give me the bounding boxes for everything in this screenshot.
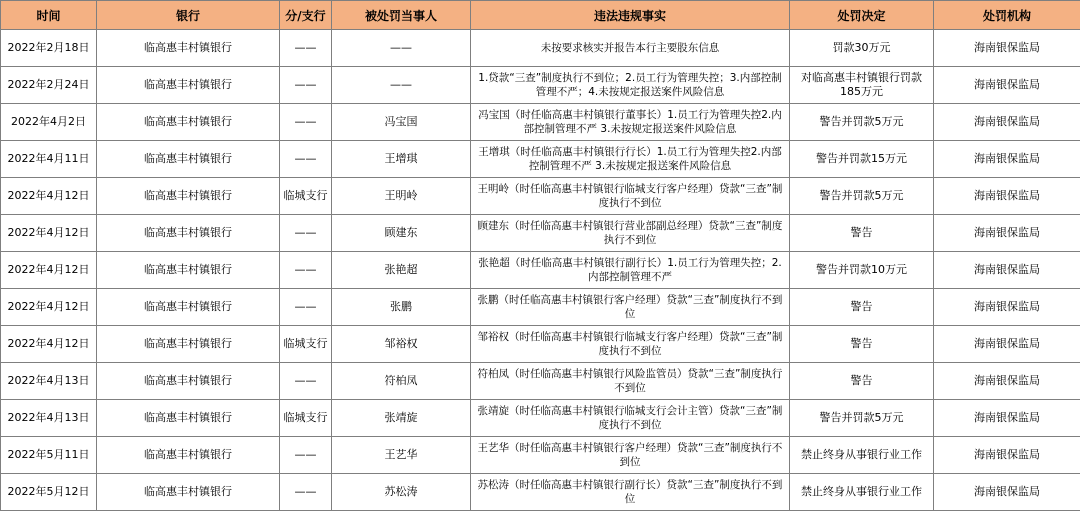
decision-cell: 警告 bbox=[790, 363, 934, 400]
bank-cell: 临高惠丰村镇银行 bbox=[97, 289, 280, 326]
bank-cell: 临高惠丰村镇银行 bbox=[97, 363, 280, 400]
authority-cell: 海南银保监局 bbox=[934, 178, 1080, 215]
branch-cell: —— bbox=[280, 289, 332, 326]
branch-cell: 临城支行 bbox=[280, 326, 332, 363]
authority-cell: 海南银保监局 bbox=[934, 215, 1080, 252]
branch-cell: —— bbox=[280, 474, 332, 511]
col-header-party: 被处罚当事人 bbox=[332, 1, 471, 30]
bank-cell: 临高惠丰村镇银行 bbox=[97, 30, 280, 67]
date-cell: 2022年4月12日 bbox=[1, 178, 97, 215]
decision-cell: 警告 bbox=[790, 326, 934, 363]
table-row bbox=[1, 363, 1080, 400]
decision-cell: 警告并罚款5万元 bbox=[790, 178, 934, 215]
facts-cell: 未按要求核实并报告本行主要股东信息 bbox=[471, 30, 790, 67]
facts-cell: 张鹏（时任临高惠丰村镇银行客户经理）贷款“三查”制度执行不到位 bbox=[471, 289, 790, 326]
decision-cell: 警告 bbox=[790, 289, 934, 326]
decision-cell: 禁止终身从事银行业工作 bbox=[790, 437, 934, 474]
col-header-branch: 分/支行 bbox=[280, 1, 332, 30]
table-row bbox=[1, 474, 1080, 511]
date-cell: 2022年2月18日 bbox=[1, 30, 97, 67]
party-cell: 王艺华 bbox=[332, 437, 471, 474]
table-row bbox=[1, 326, 1080, 363]
date-cell: 2022年5月11日 bbox=[1, 437, 97, 474]
col-header-bank: 银行 bbox=[97, 1, 280, 30]
facts-cell: 顾建东（时任临高惠丰村镇银行营业部副总经理）贷款“三查”制度执行不到位 bbox=[471, 215, 790, 252]
authority-cell: 海南银保监局 bbox=[934, 252, 1080, 289]
table-row bbox=[1, 178, 1080, 215]
date-cell: 2022年2月24日 bbox=[1, 67, 97, 104]
bank-cell: 临高惠丰村镇银行 bbox=[97, 104, 280, 141]
facts-cell: 王增琪（时任临高惠丰村镇银行行长）1.员工行为管理失控2.内部控制管理不严 3.未按规定报送案件风险信息 bbox=[471, 141, 790, 178]
table-row bbox=[1, 104, 1080, 141]
facts-cell: 符柏凤（时任临高惠丰村镇银行风险监管员）贷款“三查”制度执行不到位 bbox=[471, 363, 790, 400]
facts-cell: 1.贷款“三查”制度执行不到位；2.员工行为管理失控；3.内部控制管理不严；4.未按规定报送案件风险信息 bbox=[471, 67, 790, 104]
party-cell: 邹裕权 bbox=[332, 326, 471, 363]
party-cell: 张靖旋 bbox=[332, 400, 471, 437]
col-header-time: 时间 bbox=[1, 1, 97, 30]
table-row bbox=[1, 215, 1080, 252]
bank-cell: 临高惠丰村镇银行 bbox=[97, 178, 280, 215]
authority-cell: 海南银保监局 bbox=[934, 437, 1080, 474]
col-header-decision: 处罚决定 bbox=[790, 1, 934, 30]
decision-cell: 禁止终身从事银行业工作 bbox=[790, 474, 934, 511]
decision-cell: 警告 bbox=[790, 215, 934, 252]
party-cell: 苏松涛 bbox=[332, 474, 471, 511]
authority-cell: 海南银保监局 bbox=[934, 400, 1080, 437]
authority-cell: 海南银保监局 bbox=[934, 289, 1080, 326]
decision-cell: 警告并罚款5万元 bbox=[790, 104, 934, 141]
authority-cell: 海南银保监局 bbox=[934, 67, 1080, 104]
decision-cell: 警告并罚款10万元 bbox=[790, 252, 934, 289]
date-cell: 2022年4月12日 bbox=[1, 215, 97, 252]
date-cell: 2022年4月12日 bbox=[1, 252, 97, 289]
facts-cell: 张艳超（时任临高惠丰村镇银行副行长）1.员工行为管理失控；2.内部控制管理不严 bbox=[471, 252, 790, 289]
table-row bbox=[1, 437, 1080, 474]
party-cell: 王增琪 bbox=[332, 141, 471, 178]
bank-cell: 临高惠丰村镇银行 bbox=[97, 67, 280, 104]
authority-cell: 海南银保监局 bbox=[934, 104, 1080, 141]
table-row bbox=[1, 141, 1080, 178]
header-row bbox=[1, 1, 1080, 30]
authority-cell: 海南银保监局 bbox=[934, 30, 1080, 67]
table-row bbox=[1, 289, 1080, 326]
col-header-facts: 违法违规事实 bbox=[471, 1, 790, 30]
facts-cell: 冯宝国（时任临高惠丰村镇银行董事长）1.员工行为管理失控2.内部控制管理不严 3.未按规定报送案件风险信息 bbox=[471, 104, 790, 141]
branch-cell: —— bbox=[280, 141, 332, 178]
date-cell: 2022年4月13日 bbox=[1, 363, 97, 400]
date-cell: 2022年4月13日 bbox=[1, 400, 97, 437]
party-cell: 张艳超 bbox=[332, 252, 471, 289]
branch-cell: —— bbox=[280, 30, 332, 67]
branch-cell: —— bbox=[280, 104, 332, 141]
bank-cell: 临高惠丰村镇银行 bbox=[97, 215, 280, 252]
bank-cell: 临高惠丰村镇银行 bbox=[97, 474, 280, 511]
facts-cell: 苏松涛（时任临高惠丰村镇银行副行长）贷款“三查”制度执行不到位 bbox=[471, 474, 790, 511]
decision-cell: 警告并罚款15万元 bbox=[790, 141, 934, 178]
decision-cell: 警告并罚款5万元 bbox=[790, 400, 934, 437]
date-cell: 2022年4月11日 bbox=[1, 141, 97, 178]
party-cell: 冯宝国 bbox=[332, 104, 471, 141]
branch-cell: —— bbox=[280, 67, 332, 104]
party-cell: 符柏凤 bbox=[332, 363, 471, 400]
date-cell: 2022年5月12日 bbox=[1, 474, 97, 511]
bank-cell: 临高惠丰村镇银行 bbox=[97, 400, 280, 437]
table-row bbox=[1, 252, 1080, 289]
bank-cell: 临高惠丰村镇银行 bbox=[97, 326, 280, 363]
branch-cell: —— bbox=[280, 215, 332, 252]
party-cell: —— bbox=[332, 30, 471, 67]
bank-cell: 临高惠丰村镇银行 bbox=[97, 141, 280, 178]
bank-cell: 临高惠丰村镇银行 bbox=[97, 437, 280, 474]
authority-cell: 海南银保监局 bbox=[934, 326, 1080, 363]
decision-cell: 对临高惠丰村镇银行罚款185万元 bbox=[790, 67, 934, 104]
decision-cell: 罚款30万元 bbox=[790, 30, 934, 67]
facts-cell: 邹裕权（时任临高惠丰村镇银行临城支行客户经理）贷款“三查”制度执行不到位 bbox=[471, 326, 790, 363]
facts-cell: 张靖旋（时任临高惠丰村镇银行临城支行会计主管）贷款“三查”制度执行不到位 bbox=[471, 400, 790, 437]
party-cell: 张鹏 bbox=[332, 289, 471, 326]
date-cell: 2022年4月12日 bbox=[1, 289, 97, 326]
authority-cell: 海南银保监局 bbox=[934, 363, 1080, 400]
date-cell: 2022年4月12日 bbox=[1, 326, 97, 363]
facts-cell: 王艺华（时任临高惠丰村镇银行客户经理）贷款“三查”制度执行不到位 bbox=[471, 437, 790, 474]
bank-cell: 临高惠丰村镇银行 bbox=[97, 252, 280, 289]
branch-cell: —— bbox=[280, 437, 332, 474]
authority-cell: 海南银保监局 bbox=[934, 474, 1080, 511]
branch-cell: —— bbox=[280, 252, 332, 289]
branch-cell: —— bbox=[280, 363, 332, 400]
table-row bbox=[1, 67, 1080, 104]
facts-cell: 王明岭（时任临高惠丰村镇银行临城支行客户经理）贷款“三查”制度执行不到位 bbox=[471, 178, 790, 215]
table-row bbox=[1, 30, 1080, 67]
party-cell: 王明岭 bbox=[332, 178, 471, 215]
party-cell: —— bbox=[332, 67, 471, 104]
authority-cell: 海南银保监局 bbox=[934, 141, 1080, 178]
table-row bbox=[1, 400, 1080, 437]
branch-cell: 临城支行 bbox=[280, 178, 332, 215]
col-header-authority: 处罚机构 bbox=[934, 1, 1080, 30]
party-cell: 顾建东 bbox=[332, 215, 471, 252]
date-cell: 2022年4月2日 bbox=[1, 104, 97, 141]
branch-cell: 临城支行 bbox=[280, 400, 332, 437]
